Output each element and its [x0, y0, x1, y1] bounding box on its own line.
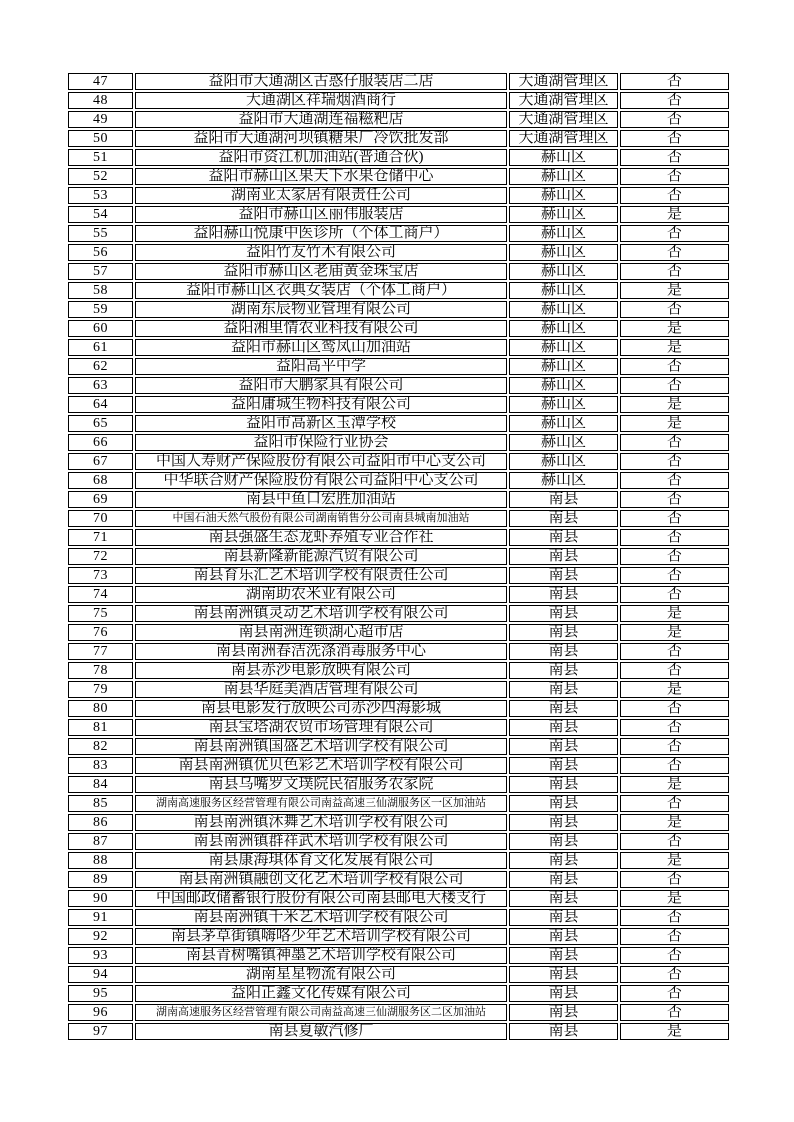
- cell-index: 62: [68, 358, 133, 375]
- table-row: [68, 320, 729, 337]
- cell-flag: 是: [620, 206, 729, 223]
- cell-region: 南县: [509, 852, 618, 869]
- cell-region: 赫山区: [509, 339, 618, 356]
- cell-index: 53: [68, 187, 133, 204]
- cell-flag: 否: [620, 130, 729, 147]
- cell-flag: 否: [620, 73, 729, 90]
- cell-region: 赫山区: [509, 415, 618, 432]
- cell-region: 南县: [509, 1023, 618, 1040]
- cell-name: 南县茅草街镇嗨咯少年艺术培训学校有限公司: [135, 928, 507, 945]
- cell-flag: 否: [620, 719, 729, 736]
- cell-name: 南县南洲镇灵动艺术培训学校有限公司: [135, 605, 507, 622]
- cell-index: 90: [68, 890, 133, 907]
- cell-region: 南县: [509, 510, 618, 527]
- cell-name: 湖南星星物流有限公司: [135, 966, 507, 983]
- cell-index: 89: [68, 871, 133, 888]
- cell-index: 57: [68, 263, 133, 280]
- table-row: [68, 529, 729, 546]
- cell-flag: 是: [620, 852, 729, 869]
- cell-name: 南县夏敏汽修厂: [135, 1023, 507, 1040]
- cell-region: 南县: [509, 833, 618, 850]
- cell-region: 赫山区: [509, 206, 618, 223]
- cell-flag: 否: [620, 491, 729, 508]
- cell-region: 南县: [509, 985, 618, 1002]
- table-row: [68, 757, 729, 774]
- cell-region: 南县: [509, 567, 618, 584]
- cell-index: 48: [68, 92, 133, 109]
- cell-flag: 是: [620, 415, 729, 432]
- cell-name: 南县乌嘴罗文璞院民宿服务农家院: [135, 776, 507, 793]
- cell-region: 赫山区: [509, 282, 618, 299]
- table-row: [68, 681, 729, 698]
- cell-flag: 否: [620, 871, 729, 888]
- cell-index: 55: [68, 225, 133, 242]
- cell-index: 95: [68, 985, 133, 1002]
- cell-index: 61: [68, 339, 133, 356]
- cell-flag: 否: [620, 301, 729, 318]
- cell-name: 益阳竹友竹木有限公司: [135, 244, 507, 261]
- cell-flag: 否: [620, 738, 729, 755]
- cell-flag: 否: [620, 358, 729, 375]
- table-row: [68, 358, 729, 375]
- cell-name: 湖南助农米业有限公司: [135, 586, 507, 603]
- cell-region: 南县: [509, 681, 618, 698]
- table-row: [68, 795, 729, 812]
- cell-name: 益阳市赫山区果天下水果仓储中心: [135, 168, 507, 185]
- cell-region: 南县: [509, 529, 618, 546]
- table-row: [68, 130, 729, 147]
- table-row: [68, 339, 729, 356]
- cell-flag: 是: [620, 1023, 729, 1040]
- cell-region: 南县: [509, 966, 618, 983]
- table-row: [68, 1004, 729, 1021]
- table-row: [68, 510, 729, 527]
- cell-region: 南县: [509, 814, 618, 831]
- cell-index: 50: [68, 130, 133, 147]
- table-row: [68, 852, 729, 869]
- cell-index: 79: [68, 681, 133, 698]
- cell-name: 益阳赫山悦康中医诊所（个体工商户）: [135, 225, 507, 242]
- cell-name: 南县南洲镇千米艺术培训学校有限公司: [135, 909, 507, 926]
- cell-name: 益阳市赫山区老庙黄金珠宝店: [135, 263, 507, 280]
- table-row: [68, 586, 729, 603]
- cell-region: 赫山区: [509, 263, 618, 280]
- table-row: [68, 947, 729, 964]
- cell-region: 赫山区: [509, 168, 618, 185]
- cell-name: 益阳市赫山区衣典女装店（个体工商户）: [135, 282, 507, 299]
- cell-name: 益阳市大通湖连福糍粑店: [135, 111, 507, 128]
- table-row: [68, 453, 729, 470]
- cell-region: 赫山区: [509, 225, 618, 242]
- cell-name: 益阳正鑫文化传媒有限公司: [135, 985, 507, 1002]
- cell-flag: 否: [620, 662, 729, 679]
- cell-flag: 否: [620, 643, 729, 660]
- cell-flag: 否: [620, 548, 729, 565]
- table-row: [68, 700, 729, 717]
- cell-region: 赫山区: [509, 396, 618, 413]
- table-row: [68, 149, 729, 166]
- cell-name: 南县南洲镇优贝色彩艺术培训学校有限公司: [135, 757, 507, 774]
- cell-index: 86: [68, 814, 133, 831]
- cell-flag: 否: [620, 453, 729, 470]
- table-row: [68, 187, 729, 204]
- cell-flag: 否: [620, 244, 729, 261]
- cell-region: 赫山区: [509, 377, 618, 394]
- cell-flag: 是: [620, 681, 729, 698]
- table-row: [68, 491, 729, 508]
- cell-flag: 否: [620, 225, 729, 242]
- table-row: [68, 567, 729, 584]
- table-row: [68, 985, 729, 1002]
- cell-region: 赫山区: [509, 472, 618, 489]
- table-row: [68, 301, 729, 318]
- cell-region: 南县: [509, 1004, 618, 1021]
- table-row: [68, 871, 729, 888]
- cell-flag: 否: [620, 1004, 729, 1021]
- cell-name: 中国邮政储蓄银行股份有限公司南县邮电大楼支行: [135, 890, 507, 907]
- cell-region: 大通湖管理区: [509, 111, 618, 128]
- cell-flag: 否: [620, 263, 729, 280]
- cell-index: 65: [68, 415, 133, 432]
- table-row: [68, 415, 729, 432]
- cell-region: 赫山区: [509, 434, 618, 451]
- cell-name: 南县赤沙电影放映有限公司: [135, 662, 507, 679]
- cell-name: 南县南洲春洁洗涤消毒服务中心: [135, 643, 507, 660]
- cell-name: 南县华庭美酒店管理有限公司: [135, 681, 507, 698]
- cell-region: 南县: [509, 548, 618, 565]
- cell-name: 湖南东辰物业管理有限公司: [135, 301, 507, 318]
- cell-flag: 否: [620, 947, 729, 964]
- business-table-body: [68, 73, 729, 1040]
- cell-name: 南县康海琪体育文化发展有限公司: [135, 852, 507, 869]
- cell-flag: 是: [620, 282, 729, 299]
- cell-region: 南县: [509, 719, 618, 736]
- cell-index: 68: [68, 472, 133, 489]
- cell-index: 60: [68, 320, 133, 337]
- cell-region: 南县: [509, 947, 618, 964]
- cell-flag: 是: [620, 339, 729, 356]
- table-row: [68, 244, 729, 261]
- cell-region: 赫山区: [509, 453, 618, 470]
- cell-index: 71: [68, 529, 133, 546]
- cell-region: 赫山区: [509, 358, 618, 375]
- cell-index: 75: [68, 605, 133, 622]
- cell-index: 64: [68, 396, 133, 413]
- cell-name: 益阳市赫山区鸾凤山加油站: [135, 339, 507, 356]
- cell-index: 83: [68, 757, 133, 774]
- cell-name: 益阳湘里情农业科技有限公司: [135, 320, 507, 337]
- table-row: [68, 966, 729, 983]
- cell-flag: 否: [620, 377, 729, 394]
- cell-index: 54: [68, 206, 133, 223]
- cell-flag: 是: [620, 605, 729, 622]
- cell-flag: 否: [620, 168, 729, 185]
- table-row: [68, 73, 729, 90]
- cell-index: 51: [68, 149, 133, 166]
- cell-region: 南县: [509, 871, 618, 888]
- cell-index: 70: [68, 510, 133, 527]
- cell-index: 91: [68, 909, 133, 926]
- table-row: [68, 111, 729, 128]
- table-row: [68, 263, 729, 280]
- cell-flag: 是: [620, 890, 729, 907]
- cell-name: 南县新隆新能源汽贸有限公司: [135, 548, 507, 565]
- cell-name: 南县南洲镇沐舞艺术培训学校有限公司: [135, 814, 507, 831]
- table-row: [68, 168, 729, 185]
- table-row: [68, 890, 729, 907]
- cell-region: 赫山区: [509, 320, 618, 337]
- cell-flag: 否: [620, 472, 729, 489]
- cell-name: 南县南洲镇国盛艺术培训学校有限公司: [135, 738, 507, 755]
- cell-name: 益阳市赫山区丽伟服装店: [135, 206, 507, 223]
- cell-flag: 否: [620, 434, 729, 451]
- cell-flag: 否: [620, 510, 729, 527]
- cell-index: 96: [68, 1004, 133, 1021]
- cell-name: 南县南洲镇融创文化艺术培训学校有限公司: [135, 871, 507, 888]
- cell-name: 南县强盛生态龙虾养殖专业合作社: [135, 529, 507, 546]
- cell-flag: 否: [620, 92, 729, 109]
- cell-index: 74: [68, 586, 133, 603]
- table-row: [68, 814, 729, 831]
- table-row: [68, 738, 729, 755]
- cell-index: 87: [68, 833, 133, 850]
- cell-region: 南县: [509, 662, 618, 679]
- cell-flag: 否: [620, 700, 729, 717]
- cell-name: 南县电影发行放映公司赤沙四海影城: [135, 700, 507, 717]
- table-row: [68, 776, 729, 793]
- cell-region: 南县: [509, 757, 618, 774]
- table-row: [68, 434, 729, 451]
- cell-index: 93: [68, 947, 133, 964]
- table-row: [68, 282, 729, 299]
- cell-region: 南县: [509, 491, 618, 508]
- cell-index: 82: [68, 738, 133, 755]
- cell-name: 益阳市高新区玉潭学校: [135, 415, 507, 432]
- cell-index: 84: [68, 776, 133, 793]
- cell-flag: 否: [620, 966, 729, 983]
- cell-flag: 否: [620, 795, 729, 812]
- table-row: [68, 909, 729, 926]
- cell-flag: 是: [620, 776, 729, 793]
- table-row: [68, 1023, 729, 1040]
- cell-flag: 否: [620, 529, 729, 546]
- cell-index: 97: [68, 1023, 133, 1040]
- table-row: [68, 92, 729, 109]
- cell-name: 益阳高平中学: [135, 358, 507, 375]
- cell-index: 77: [68, 643, 133, 660]
- cell-name: 南县青树嘴镇神墨艺术培训学校有限公司: [135, 947, 507, 964]
- table-row: [68, 605, 729, 622]
- cell-index: 59: [68, 301, 133, 318]
- cell-index: 76: [68, 624, 133, 641]
- cell-name: 南县中鱼口宏胜加油站: [135, 491, 507, 508]
- cell-name: 中华联合财产保险股份有限公司益阳中心支公司: [135, 472, 507, 489]
- cell-name: 湖南亚太家居有限责任公司: [135, 187, 507, 204]
- cell-region: 南县: [509, 605, 618, 622]
- cell-index: 80: [68, 700, 133, 717]
- table-row: [68, 833, 729, 850]
- table-row: [68, 225, 729, 242]
- cell-region: 南县: [509, 738, 618, 755]
- cell-index: 67: [68, 453, 133, 470]
- table-row: [68, 206, 729, 223]
- cell-region: 南县: [509, 643, 618, 660]
- table-row: [68, 719, 729, 736]
- cell-region: 大通湖管理区: [509, 73, 618, 90]
- cell-region: 南县: [509, 909, 618, 926]
- cell-name: 益阳市大通湖区古惑仔服装店二店: [135, 73, 507, 90]
- cell-flag: 否: [620, 111, 729, 128]
- cell-flag: 是: [620, 396, 729, 413]
- cell-region: 南县: [509, 586, 618, 603]
- business-list-table: [66, 71, 731, 1042]
- cell-flag: 否: [620, 567, 729, 584]
- cell-flag: 是: [620, 624, 729, 641]
- cell-flag: 否: [620, 149, 729, 166]
- table-row: [68, 377, 729, 394]
- cell-name: 益阳市大鹏家具有限公司: [135, 377, 507, 394]
- cell-region: 南县: [509, 890, 618, 907]
- cell-flag: 否: [620, 187, 729, 204]
- table-row: [68, 643, 729, 660]
- cell-flag: 是: [620, 814, 729, 831]
- cell-index: 63: [68, 377, 133, 394]
- cell-name: 大通湖区祥瑞烟酒商行: [135, 92, 507, 109]
- cell-name: 中国石油天然气股份有限公司湖南销售分公司南县城南加油站: [135, 510, 507, 527]
- cell-name: 湖南高速服务区经营管理有限公司南益高速三仙湖服务区一区加油站: [135, 795, 507, 812]
- cell-name: 益阳市资江机加油站(普通合伙): [135, 149, 507, 166]
- cell-index: 47: [68, 73, 133, 90]
- table-row: [68, 928, 729, 945]
- cell-index: 85: [68, 795, 133, 812]
- cell-index: 72: [68, 548, 133, 565]
- cell-index: 73: [68, 567, 133, 584]
- cell-index: 49: [68, 111, 133, 128]
- cell-region: 赫山区: [509, 301, 618, 318]
- cell-index: 52: [68, 168, 133, 185]
- cell-region: 大通湖管理区: [509, 92, 618, 109]
- cell-region: 南县: [509, 624, 618, 641]
- cell-region: 大通湖管理区: [509, 130, 618, 147]
- cell-name: 南县宝塔湖农贸市场管理有限公司: [135, 719, 507, 736]
- cell-flag: 否: [620, 833, 729, 850]
- cell-index: 88: [68, 852, 133, 869]
- cell-region: 南县: [509, 700, 618, 717]
- cell-index: 94: [68, 966, 133, 983]
- cell-flag: 否: [620, 909, 729, 926]
- cell-region: 南县: [509, 928, 618, 945]
- cell-index: 56: [68, 244, 133, 261]
- table-row: [68, 396, 729, 413]
- cell-index: 66: [68, 434, 133, 451]
- table-row: [68, 662, 729, 679]
- cell-name: 南县南洲连锁湖心超市店: [135, 624, 507, 641]
- cell-index: 78: [68, 662, 133, 679]
- cell-name: 益阳市大通湖河坝镇糖果厂冷饮批发部: [135, 130, 507, 147]
- cell-name: 中国人寿财产保险股份有限公司益阳市中心支公司: [135, 453, 507, 470]
- table-row: [68, 472, 729, 489]
- cell-flag: 否: [620, 757, 729, 774]
- cell-flag: 否: [620, 985, 729, 1002]
- cell-region: 南县: [509, 776, 618, 793]
- cell-name: 湖南高速服务区经营管理有限公司南益高速三仙湖服务区二区加油站: [135, 1004, 507, 1021]
- cell-name: 益阳庸城生物科技有限公司: [135, 396, 507, 413]
- cell-region: 赫山区: [509, 187, 618, 204]
- table-row: [68, 548, 729, 565]
- cell-index: 81: [68, 719, 133, 736]
- table-row: [68, 624, 729, 641]
- cell-index: 92: [68, 928, 133, 945]
- cell-flag: 否: [620, 928, 729, 945]
- cell-index: 58: [68, 282, 133, 299]
- cell-name: 益阳市保险行业协会: [135, 434, 507, 451]
- cell-flag: 是: [620, 320, 729, 337]
- cell-name: 南县育乐汇艺术培训学校有限责任公司: [135, 567, 507, 584]
- cell-flag: 否: [620, 586, 729, 603]
- cell-index: 69: [68, 491, 133, 508]
- cell-region: 赫山区: [509, 149, 618, 166]
- cell-name: 南县南洲镇群祥武术培训学校有限公司: [135, 833, 507, 850]
- cell-region: 南县: [509, 795, 618, 812]
- cell-region: 赫山区: [509, 244, 618, 261]
